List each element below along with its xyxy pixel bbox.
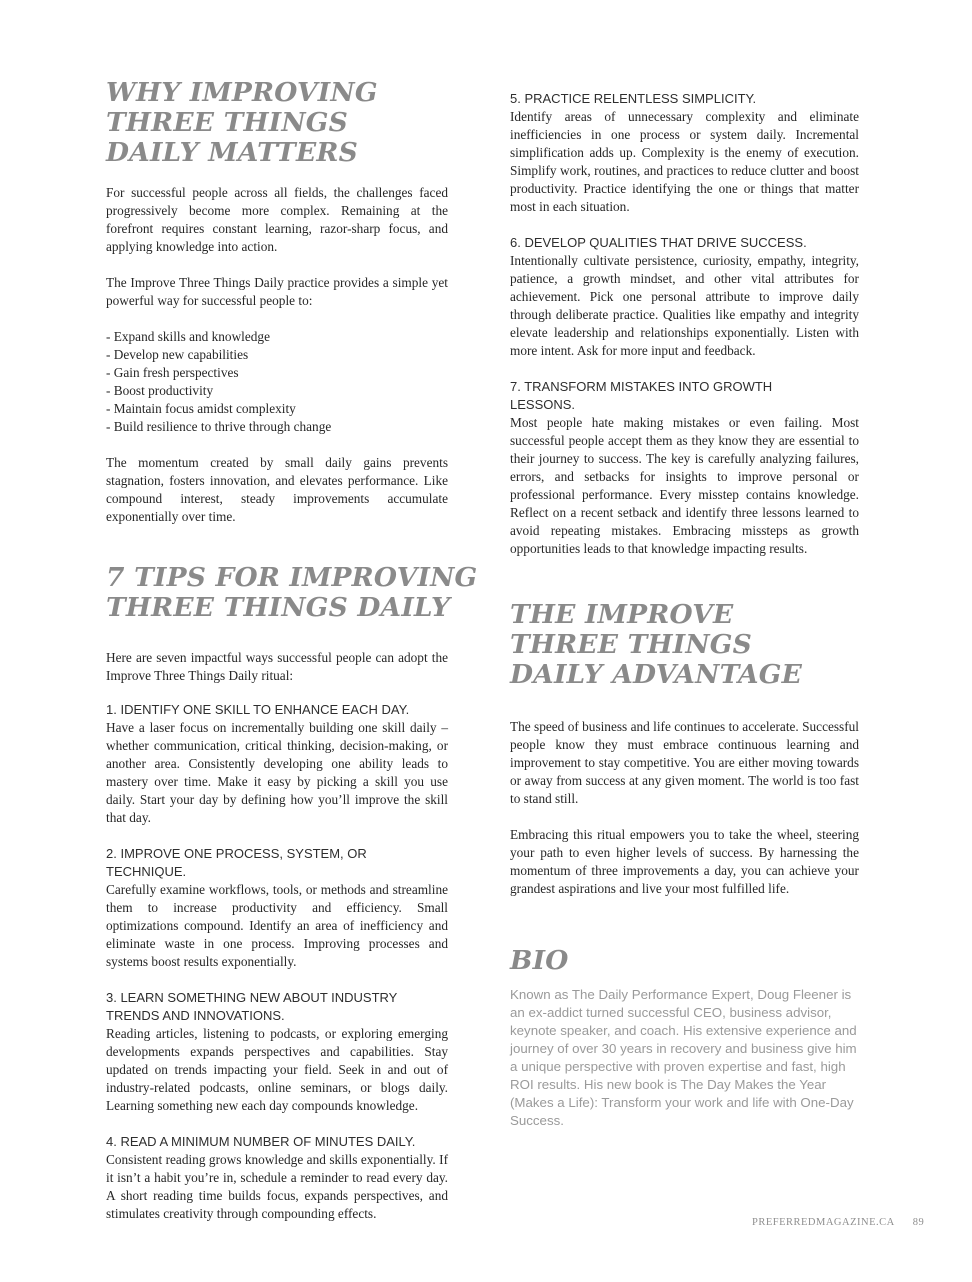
list-item: - Expand skills and knowledge [106,329,270,344]
why-heading [106,78,448,168]
why-heading-line: THREE THINGS [106,107,348,138]
tip-title: 1. IDENTIFY ONE SKILL TO ENHANCE EACH DAY. [106,702,410,717]
page-number: 89 [912,1217,925,1228]
tips-heading-line: THREE THINGS DAILY [106,592,451,623]
advantage-heading [510,600,859,690]
tip-title: 4. READ A MINIMUM NUMBER OF MINUTES DAILY. [106,1134,416,1149]
advantage-heading-line: THREE THINGS [510,629,752,660]
advantage-heading-line: DAILY ADVANTAGE [510,659,803,690]
why-heading-line: WHY IMPROVING [106,77,378,108]
tip-body: Intentionally cultivate persistence, curiosity, empathy, integrity, patience, a growth mindset, and other vital attributes for achievement. Pick one personal attribute to improve daily through deliberate practice. Qualities like empathy and integrity elevate leadership and relationships exponentially. Listen with more intent. Ask for more input and feedback. [510,253,859,358]
right-column [510,90,859,1130]
tips-intro: Here are seven impactful ways successful people can adopt the Improve Three Things Daily ritual: [106,650,448,683]
advantage-paragraph-2: Embracing this ritual empowers you to take the wheel, steering your path to even higher levels of success. By harnessing the momentum of three improvements a day, you can achieve your grandest aspirations and live your most fulfilled life. [510,827,859,896]
bio-text: Known as The Daily Performance Expert, Doug Fleener is an ex-addict turned successful CEO, business advisor, keynote speaker, and coach. His extensive experience and journey of over 30 years in recovery and business give him a unique perspective with proven expertise and fast, high ROI results. His new book is The Day Makes the Year (Makes a Life): Transform your work and life with One-Day Success. [510,987,857,1128]
list-item: - Maintain focus amidst complexity [106,401,296,416]
tip-5 [510,90,859,216]
list-item: - Build resilience to thrive through change [106,419,332,434]
tip-title: 2. IMPROVE ONE PROCESS, SYSTEM, OR TECHNIQUE. [106,846,367,879]
advantage-paragraph-1: The speed of business and life continues to accelerate. Successful people know they must embrace continuous learning and improvement to stay competitive. You are either moving towards or away from success at any given moment. The world is too fast to stand still. [510,719,859,806]
tip-body: Have a laser focus on incrementally building one skill daily – whether communication, critical thinking, decision-making, or another area. Consistently developing one ability leads to mastery over time. Make it easy by picking a skill you use daily. Start your day by defining how you’ll improve the skill that day. [106,720,448,825]
tip-body: Reading articles, listening to podcasts, or exploring emerging developments expands perspectives and capabilities. Stay updated on trends impacting your field. Seek in and out of industry-related podcasts, online seminars, or blogs daily. Learning something new each day compounds knowledge. [106,1026,448,1113]
tip-3 [106,989,448,1115]
tips-heading-line: 7 TIPS FOR IMPROVING [106,562,478,593]
tip-title: 3. LEARN SOMETHING NEW ABOUT INDUSTRY TRENDS AND INNOVATIONS. [106,990,398,1023]
site-name: PREFERREDMAGAZINE.CA [752,1217,895,1228]
why-paragraph-1: For successful people across all fields, the challenges faced progressively become more complex. Remaining at the forefront requires constant learning, razor-sharp focus, and applying knowledge into action. [106,185,448,254]
why-paragraph-2: The Improve Three Things Daily practice provides a simple yet powerful way for successful people to: [106,275,448,308]
tip-4 [106,1133,448,1223]
list-item: - Boost productivity [106,383,214,398]
bio-heading: BIO [510,945,569,976]
tip-body: Carefully examine workflows, tools, or methods and streamline them to increase productivity and efficiency. Small optimizations compound. Identify an area of inefficiency and eliminate waste in one process. Improving processes and systems boost results exponentially. [106,882,448,969]
tip-body: Consistent reading grows knowledge and skills exponentially. If it isn’t a habit you’re in, schedule a reminder to read every day. A short reading time builds focus, expands perspectives, and stimulates creativity through compounding effects. [106,1152,448,1221]
why-heading-line: DAILY MATTERS [106,137,358,168]
tip-1 [106,701,448,827]
list-item: - Gain fresh perspectives [106,365,239,380]
list-item: - Develop new capabilities [106,347,249,362]
tip-body: Most people hate making mistakes or even failing. Most successful people accept them as they know they are essential to their journey to success. The key is carefully analyzing failures, errors, and setbacks for insights to improve personal or professional performance. Every misstep contains knowledge. Reflect on a recent setback and identify three lessons learned to avoid repeating mistakes. Embracing missteps as growth opportunities leads to that knowledge impacting results. [510,415,859,556]
left-column [106,77,478,1223]
tip-title: 6. DEVELOP QUALITIES THAT DRIVE SUCCESS. [510,235,807,250]
tip-body: Identify areas of unnecessary complexity and eliminate inefficiencies in one process or system daily. Incremental simplification adds up. Complexity is the enemy of execution. Simplify work, routines, and practices to reduce clutter and boost productivity. Practice identifying the one or things that matter most in each situation. [510,109,859,214]
tip-6 [510,234,859,360]
benefits-list [106,328,448,436]
why-paragraph-3: The momentum created by small daily gains prevents stagnation, fosters innovation, and elevates performance. Like compound interest, steady improvements accumulate exponentially over time. [106,455,448,524]
tip-7 [510,378,859,558]
tip-2 [106,845,448,971]
tip-title: 7. TRANSFORM MISTAKES INTO GROWTH LESSONS. [510,379,773,412]
tips-heading [106,562,478,623]
advantage-heading-line: THE IMPROVE [510,599,734,630]
tip-title: 5. PRACTICE RELENTLESS SIMPLICITY. [510,91,757,106]
page-footer [752,1217,924,1228]
